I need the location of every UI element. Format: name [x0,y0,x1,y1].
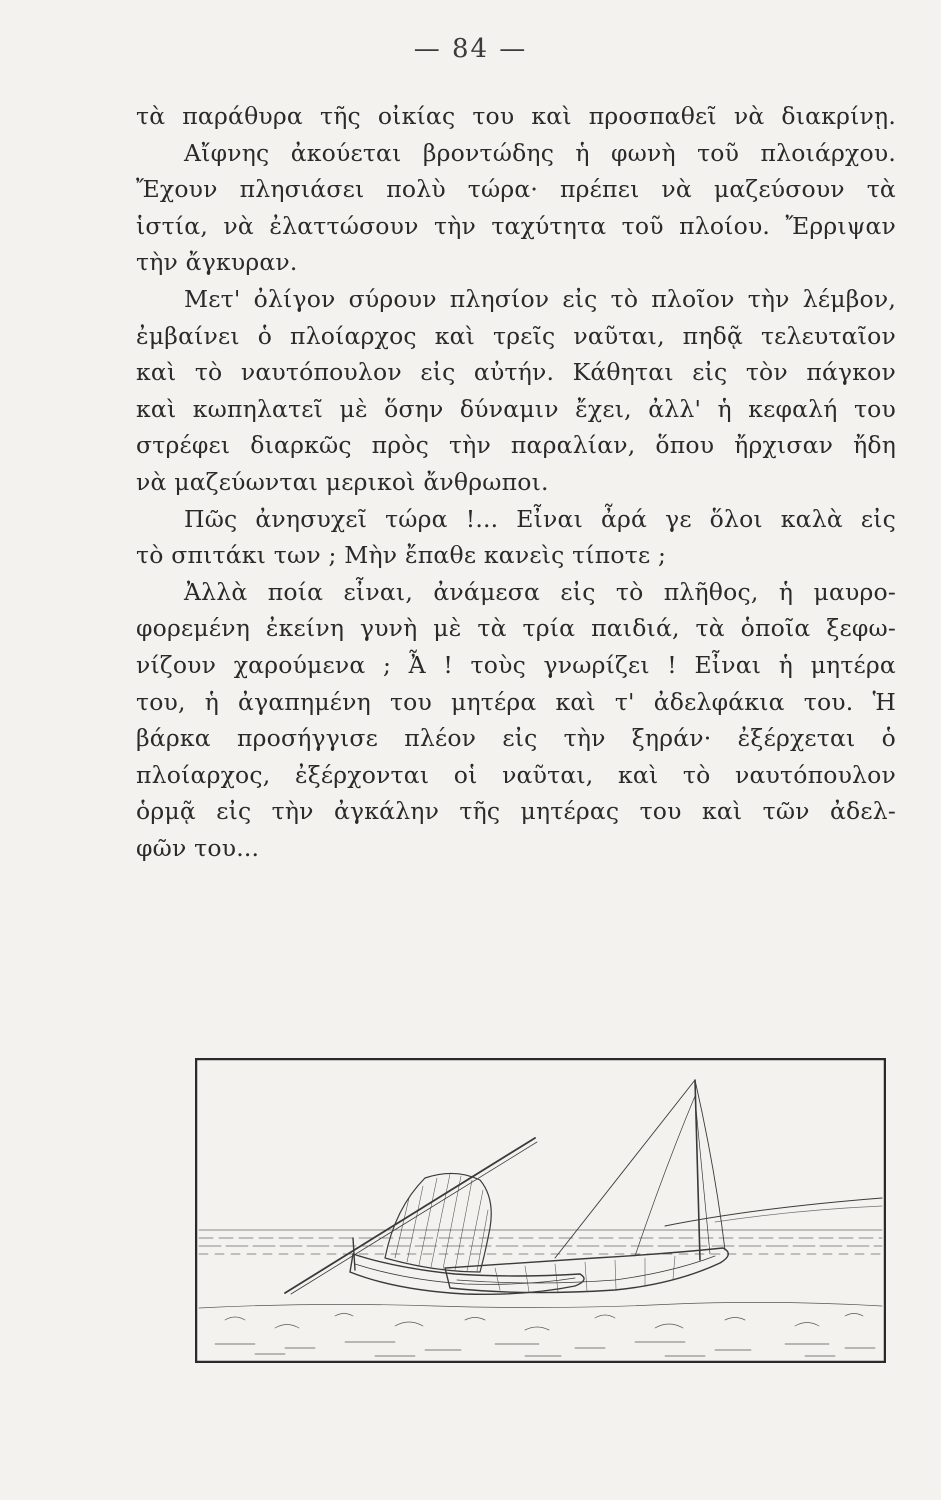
text-line: καὶ κωπηλατεῖ μὲ ὅσην δύναμιν ἔχει, ἀλλ' ἡ κεφαλή του [136,394,896,423]
text-line: του, ἡ ἀγαπημένη του μητέρα καὶ τ' ἀδελφάκια του. Ἡ [136,687,896,716]
rowboat-left [285,1138,584,1294]
page-number: — 84 — [413,34,528,64]
boats-illustration [195,1058,886,1363]
body-text [136,98,896,866]
distant-shore [665,1198,882,1226]
text-line: Μετ' ὀλίγον σύρουν πλησίον εἰς τὸ πλοῖον τὴν λέμβον, [184,284,896,313]
text-line: τὴν ἄγκυραν. [136,248,298,277]
text-line: νὰ μαζεύωνται μερικοὶ ἄνθρωποι. [136,467,549,496]
text-line: τὰ παράθυρα τῆς οἰκίας του καὶ προσπαθεῖ νὰ διακρίνῃ. [136,102,896,130]
foreground-beach [199,1302,882,1356]
text-line: τὸ σπιτάκι των ; Μὴν ἔπαθε κανεὶς τίποτε ; [136,541,667,570]
text-line: καὶ τὸ ναυτόπουλον εἰς αὐτήν. Κάθηται εἰς τὸν πάγκον [136,358,896,387]
text-line: στρέφει διαρκῶς πρὸς τὴν παραλίαν, ὅπου ἤρχισαν ἤδη [136,431,896,460]
text-line: Ἔχουν πλησιάσει πολὺ τώρα· πρέπει νὰ μαζεύσουν τὰ [136,175,896,204]
text-line: Πῶς ἀνησυχεῖ τώρα !... Εἶναι ἆρά γε ὅλοι καλὰ εἰς [184,504,896,533]
text-line: βάρκα προσήγγισε πλέον εἰς τὴν ξηράν· ἐξέρχεται ὁ [136,724,896,753]
text-line: Ἀλλὰ ποία εἶναι, ἀνάμεσα εἰς τὸ πλῆθος, ἡ μαυρο- [184,577,896,606]
text-line: φορεμένη ἐκείνη γυνὴ μὲ τὰ τρία παιδιά, τὰ ὁποῖα ξεφω- [136,614,896,643]
text-line: Αἴφνης ἀκούεται βροντώδης ἡ φωνὴ τοῦ πλοιάρχου. [184,138,896,167]
sea-lines [199,1230,882,1254]
sailboat-right [445,1080,728,1293]
text-line: ὁρμᾷ εἰς τὴν ἀγκάλην τῆς μητέρας του καὶ τῶν ἀδελ- [136,797,896,826]
illustration-frame [196,1059,885,1362]
text-line: νίζουν χαρούμενα ; Ἆ ! τοὺς γνωρίζει ! Εἶναι ἡ μητέρα [136,650,896,679]
text-line: ἱστία, νὰ ἐλαττώσουν τὴν ταχύτητα τοῦ πλοίου. Ἔρριψαν [136,211,896,240]
text-line: ἐμβαίνει ὁ πλοίαρχος καὶ τρεῖς ναῦται, πηδᾷ τελευταῖον [136,321,896,350]
text-line: πλοίαρχος, ἐξέρχονται οἱ ναῦται, καὶ τὸ ναυτόπουλον [136,760,896,789]
text-line: φῶν του... [136,833,260,862]
